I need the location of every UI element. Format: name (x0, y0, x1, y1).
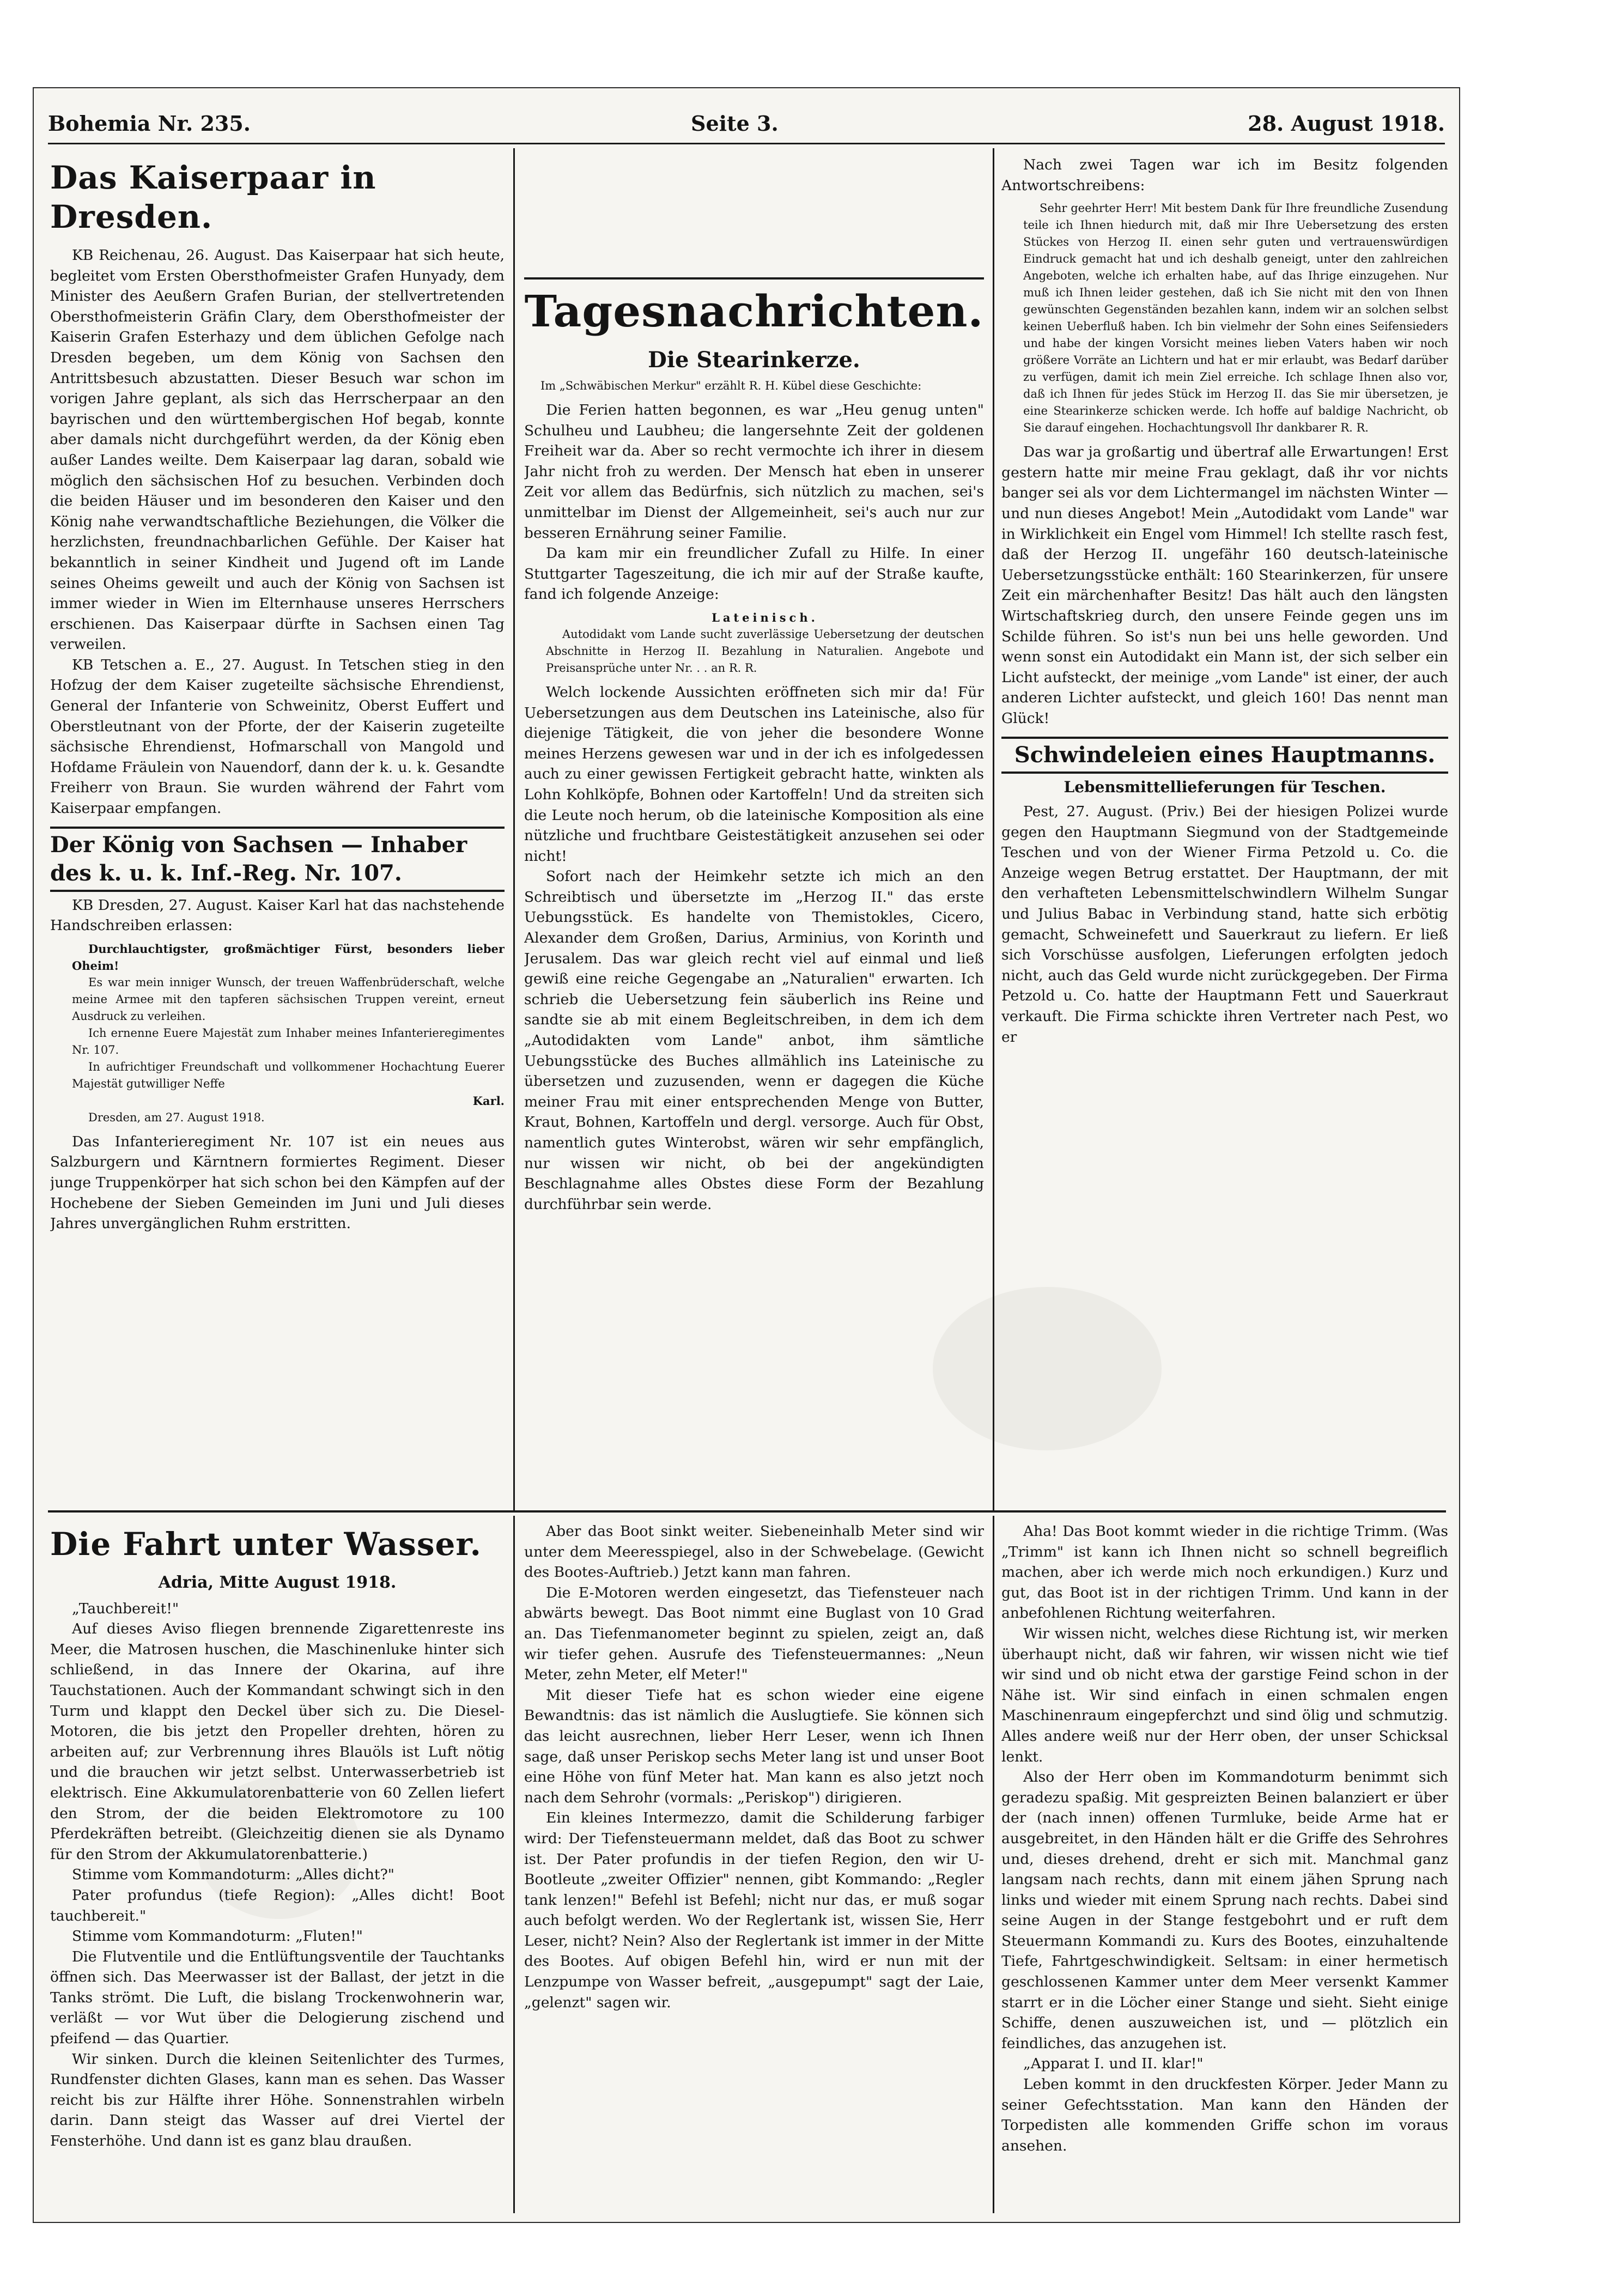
subheadline-lebensmittel: Lebensmittellieferungen für Teschen. (1064, 778, 1386, 796)
paragraph: Stimme vom Kommandoturm: „Fluten!" (72, 1928, 363, 1945)
paragraph: Das Infanterieregiment Nr. 107 ist ein neues aus Salzburgern und Kärntnern formiertes Regiment. Dieser junge Truppenkörper hat sich schon bei den Kämpfen auf der Hochebene der Sieben Gemeinden im Juni und Juli dieses Jahres unvergänglichen Ruhm erstritten. (50, 1133, 505, 1232)
column-1-top (50, 155, 505, 1505)
paragraph: Nach zwei Tagen war ich im Besitz folgenden Antwortschreibens: (1001, 156, 1448, 194)
paragraph: KB Dresden, 27. August. Kaiser Karl hat das nachstehende Handschreiben erlassen: (50, 896, 505, 934)
newspaper-page (33, 87, 1460, 2223)
dateline: Adria, Mitte August 1918. (158, 1573, 397, 1592)
column-1-bottom (50, 1521, 505, 2213)
column-rule (993, 1516, 994, 2213)
letter-place-date: Dresden, am 27. August 1918. (88, 1110, 265, 1124)
headline-fahrt-unter-wasser: Die Fahrt unter Wasser. (50, 1526, 482, 1563)
paragraph: Pater profundus (tiefe Region): „Alles dicht! Boot tauchbereit." (50, 1886, 505, 1924)
newspaper-ad (546, 609, 984, 677)
column-2-bottom (524, 1521, 984, 2213)
column-rule (993, 148, 994, 1510)
ad-title: Lateinisch. (712, 610, 818, 624)
headline-schwindeleien: Schwindeleien eines Hauptmanns. (1001, 737, 1448, 774)
paragraph: Also der Herr oben im Kommandoturm benimmt sich geradezu spaßig. Mit gespreizten Beinen balanziert er über der (nach innen) offenen Turmluke, beide Arme hat er ausgebreitet, in den Händen hält er die Griffe des Sehrohres und, dieses drehend, dreht er sich mit. Manchmal ganz langsam nach rechts, dann mit einem jähen Sprung nach links und wieder mit einem Sprung nach rechts. Dabei sind seine Augen in der Stange festgebohrt und er ruft dem Steuermann Kommandi zu. Kurs des Bootes, einzuhaltende Tiefe, Fahrtgeschwindigkeit. Seltsam: in einer hermetisch geschlossenen Kammer unter dem Meer versenkt Kammer starrt er in die Löcher einer Stange und sieht. Sieht einige Schiffe, denen auszuweichen ist, und — plötzlich ein feindliches, das anzugehen ist. (1001, 1769, 1448, 2052)
letter-paragraph: In aufrichtiger Freundschaft und vollkommener Hochachtung Euerer Majestät gutwilliger Neffe (72, 1060, 505, 1090)
paragraph: Die E-Motoren werden eingesetzt, das Tiefensteuer nach abwärts bewegt. Das Boot nimmt eine Buglast von 10 Grad an. Das Tiefenmanometer beginnt zu spielen, zeigt an, daß wir tiefer gehen. Ausrufe des Tiefensteuermannes: „Neun Meter, zehn Meter, elf Meter!" (524, 1584, 984, 1684)
masthead-issue: Bohemia Nr. 235. (48, 111, 251, 136)
antwortschreiben (1023, 200, 1448, 436)
paragraph: Auf dieses Aviso fliegen brennende Zigarettenreste ins Meer, die Matrosen huschen, die Maschinenluke hinter sich schließend, in das Innere der Okarina, auf ihre Tauchstationen. Auch der Kommandant schwingt sich in den Turm und klappt den Deckel über sich zu. Die Diesel-Motoren, die bis jetzt den Propeller drehten, hören zu arbeiten auf; zur Verbrennung ihres Blauöls ist Luft nötig und die brauchen wir jetzt selbst. Unterwasserbetrieb ist elektrisch. Eine Akkumulatorenbatterie von 60 Zellen liefert den Strom, der die beiden Elektromotore zu 100 Pferdekräften betreibt. (Gleichzeitig dienen sie als Dynamo für den Strom der Akkumulatorenbatterie.) (50, 1620, 505, 1863)
paragraph: Wir wissen nicht, welches diese Richtung ist, wir merken überhaupt nicht, daß wir fahren, wir wissen nicht wie tief wir sind und ob nicht etwa der garstige Feind schon in der Nähe ist. Wir sind einfach in einen schmalen engen Maschinenraum eingepferchzt und sind ölig und schmutzig. Alles andere weiß nur der Herr oben, der unser Schicksal lenkt. (1001, 1625, 1448, 1765)
paragraph: Aha! Das Boot kommt wieder in die richtige Trimm. (Was „Trimm" ist kann ich Ihnen nicht so schnell begreiflich machen, aber ich werde mich noch erkundigen.) Kurz und gut, das Boot ist in der richtigen Trimm. Und kann in der anbefohlenen Richtung weiterfahren. (1001, 1523, 1448, 1622)
headline-tagesnachrichten: Tagesnachrichten. (524, 277, 984, 339)
column-2-top (524, 155, 984, 1505)
ad-text: Autodidakt vom Lande sucht zuverlässige Uebersetzung der deutschen Abschnitte in Herzog II. Bezahlung in Naturalien. Angebote und Preisansprüche unter Nr. . . an R. R. (546, 627, 984, 675)
paragraph: Da kam mir ein freundlicher Zufall zu Hilfe. In einer Stuttgarter Tageszeitung, die ich mir auf der Straße kaufte, fand ich folgende Anzeige: (524, 545, 984, 603)
handschreiben (72, 940, 505, 1126)
masthead-date: 28. August 1918. (1248, 111, 1445, 136)
letter-paragraph: Es war mein inniger Wunsch, der treuen Waffenbrüderschaft, welche meine Armee mit den tapferen sächsischen Truppen vereint, erneut Ausdruck zu verleihen. (72, 975, 505, 1023)
paragraph: Aber das Boot sinkt weiter. Siebeneinhalb Meter sind wir unter dem Meeresspiegel, also in der Schwebelage. (Gewicht des Bootes-Auftrieb.) Jetzt kann man fahren. (524, 1523, 984, 1581)
paragraph: Welch lockende Aussichten eröffneten sich mir da! Für Uebersetzungen aus dem Deutschen ins Lateinische, also für diejenige Tätigkeit, die von jeher die besondere Wonne meines Herzens gewesen war und in der ich es infolgedessen auch zu einer gewissen Fertigkeit gebracht hatte, winkten als Lohn Kohlköpfe, Bohnen oder Kartoffeln! Und da streiten sich die Leute noch herum, ob die lateinische Komposition als eine nützliche und fruchtbare Geistestätigkeit anzusehen sei oder nicht! (524, 683, 984, 865)
letter-salutation: Durchlauchtigster, großmächtiger Fürst, besonders lieber Oheim! (72, 942, 505, 973)
paragraph: „Tauchbereit!" (72, 1600, 179, 1617)
headline-kaiserpaar: Das Kaiserpaar in Dresden. (50, 159, 376, 235)
paragraph: Die Flutventile und die Entlüftungsventile der Tauchtanks öffnen sich. Das Meerwasser ist der Ballast, der jetzt in die Tanks strömt. Die Luft, die bislang Trockenwohnerin war, verläßt — vor Wut über die Delogierung zischend und pfeifend — das Quartier. (50, 1948, 505, 2048)
headline-koenig-sachsen: Der König von Sachsen — Inhaber des k. u. k. Inf.-Reg. Nr. 107. (50, 827, 505, 892)
paragraph: Das war ja großartig und übertraf alle Erwartungen! Erst gestern hatte mir meine Frau geklagt, daß ihr vor nichts banger sei als vor dem Lichtermangel im nächsten Winter — und nun dieses Angebot! Mein „Autodidakt vom Lande" war in Wirklichkeit ein Engel vom Himmel! Ich stellte rasch fest, daß der Herzog II. ungefähr 160 deutsch-lateinische Uebersetzungsstücke enthält: 160 Stearinkerzen, für unsere Zeit ein märchenhafter Besitz! Das hält auch den längsten Wirtschaftskrieg durch, den unsere Feinde gegen uns im Schilde führen. So ist's nun bei uns helle geworden. Und wenn sonst ein Autodidakt ein Mann ist, der sich selber ein Licht aufsteckt, der meinige „vom Lande" ist einer, der auch anderen Lichter aufsteckt, und gleich 160! Das nennt man Glück! (1001, 444, 1448, 727)
masthead-page-number: Seite 3. (691, 111, 779, 136)
paragraph: Ein kleines Intermezzo, damit die Schilderung farbiger wird: Der Tiefensteuermann meldet, daß das Boot zu schwer ist. Der Pater profundis in der tiefen Region, den wir U-Bootleute „zweiter Offizier" nennen, gibt Kommando: „Regler tank lenzen!" Befehl ist Befehl; nicht nur das, er muß sogar auch befolgt werden. Wo der Reglertank ist, wissen Sie, Herr Leser, nicht? Nein? Also der Reglertank ist immer in der Mitte des Bootes. Auf obigen Befehl hin, wird er nun mit der Lenzpumpe von Wasser befreit, „ausgepumpt" sagt der Laie, „gelenzt" sagen wir. (524, 1809, 984, 2011)
letter-paragraph: Ich ernenne Euere Majestät zum Inhaber meines Infanterieregimentes Nr. 107. (72, 1026, 505, 1056)
masthead (48, 105, 1445, 144)
paragraph: Leben kommt in den druckfesten Körper. Jeder Mann zu seiner Gefechtsstation. Man kann den Händen der Torpedisten alle kommenden Griffe schon im voraus ansehen. (1001, 2076, 1448, 2154)
column-rule (513, 1516, 515, 2213)
letter-signature: Karl. (472, 1094, 505, 1108)
paragraph: Stimme vom Kommandoturm: „Alles dicht?" (72, 1866, 394, 1884)
paragraph: Mit dieser Tiefe hat es schon wieder eine eigene Bewandtnis: das ist nämlich die Auslugtiefe. Sie können sich das leicht ausrechnen, lieber Herr Leser, wenn ich Ihnen sage, daß unser Periskop sechs Meter lang ist und unser Boot eine Höhe von fünf Meter hat. Man kann es also jetzt noch nach dem Sehrohr (vormals: „Periskop") dirigieren. (524, 1686, 984, 1806)
paragraph: Sofort nach der Heimkehr setzte ich mich an den Schreibtisch und übersetzte im „Herzog II." das erste Uebungsstück. Es handelte von Themistokles, Cicero, Alexander dem Großen, Darius, Arminius, von Korinth und Jerusalem. Das war gleich recht viel auf einmal und ließ gewiß eine reiche Gegengabe an „Naturalien" erwarten. Ich schrieb die Uebersetzung fein säuberlich ins Reine und sandte sie ab mit einem Begleitschreiben, in dem ich dem „Autodidakten vom Lande" anbot, ihm sämtliche Uebungsstücke des Buches allmählich ins Lateinische zu übersetzen und zuzusenden, wenn er dagegen die Küche meiner Frau mit einer entsprechenden Menge von Butter, Kraut, Bohnen, Kartoffeln und dergl. versorge. Auch für Obst, namentlich gutes Winterobst, wären wir sehr empfänglich, nur wissen wir nicht, ob bei der angekündigten Beschlagnahme alles Obstes diese Form der Bezahlung durchführbar sein werde. (524, 868, 984, 1213)
subheadline-stearinkerze: Die Stearinkerze. (648, 347, 860, 373)
paragraph: KB Tetschen a. E., 27. August. In Tetschen stieg in den Hofzug der dem Kaiser zugeteilte sächsische Ehrendienst, General der Infanterie von Schweinitz, Oberst Euffert und Oberstleutnant von der Pforte, der der Kaiserin zugeteilte sächsische Ehrendienst, Hofmarschall von Mangold und Hofdame Fräulein von Nauendorf, dann der k. u. k. Gesandte Freiherr von Braun. Sie wurden während der Fahrt vom Kaiserpaar empfangen. (50, 656, 505, 817)
section-rule (48, 1510, 1446, 1513)
paragraph: Wir sinken. Durch die kleinen Seitenlichter des Turmes, Rundfenster dichten Glases, kann man es sehen. Das Wasser reicht bis zur Hälfte ihrer Höhe. Sonnenstrahlen wirbeln darin. Dann steigt das Wasser auf drei Viertel der Fensterhöhe. Und dann ist es ganz blau draußen. (50, 2050, 505, 2150)
reply-letter: Sehr geehrter Herr! Mit bestem Dank für Ihre freundliche Zusendung teile ich Ihnen hiedurch mit, daß mir Ihre Uebersetzung des ersten Stückes von Herzog II. einen sehr guten und vertrauenswürdigen Eindruck gemacht hat und ich deshalb geneigt, unter den zahlreichen Angeboten, welche ich erhalten habe, auf das Ihrige einzugehen. Nur muß ich Ihnen leider gestehen, daß ich Sie nicht mit den von Ihnen gewünschten Gegenständen bezahlen kann, indem wir an solchen selbst keinen Ueberfluß haben. Ich bin vielmehr der Sohn eines Seifensieders und habe der kingen Vorsicht meines lieben Vaters haben wir noch größere Vorräte an Lichtern und hat er mir erlaubt, was Bedarf darüber zu verfügen, damit ich mein Ziel erreiche. Ich schlage Ihnen also vor, daß ich Ihnen für jedes Stück im Herzog II. das Sie mir übersetzen, je eine Stearinkerze schicken werde. Ich hoffe auf baldige Nachricht, ob Sie darauf eingehen. Hochachtungsvoll Ihr dankbarer R. R. (1023, 202, 1448, 435)
paragraph: Pest, 27. August. (Priv.) Bei der hiesigen Polizei wurde gegen den Hauptmann Siegmund von der Stadtgemeinde Teschen und von der Wiener Firma Petzold u. Co. die Anzeige wegen Betrug erstattet. Der Hauptmann, der mit den verhafteten Lebensmittelschwindlern Wilhelm Sungar und Julius Babac in Verbindung stand, hatte sich erbötig gemacht, Schweinefett und Sauerkraut zu liefern. Er ließ sich Vorschüsse ausfolgen, Lieferungen erfolgten jedoch nicht, auch das Geld wurde nicht zurückgegeben. Der Firma Petzold u. Co. hatte der Hauptmann Fett und Sauerkraut verkauft. Die Firma schickte ihren Vertreter nach Pest, wo er (1001, 803, 1448, 1046)
column-rule (513, 148, 515, 1510)
continuation-spacer (524, 155, 984, 272)
paragraph: „Apparat I. und II. klar!" (1023, 2055, 1204, 2073)
article-intro: Im „Schwäbischen Merkur" erzählt R. H. Kübel diese Geschichte: (540, 379, 922, 392)
paragraph: KB Reichenau, 26. August. Das Kaiserpaar hat sich heute, begleitet vom Ersten Obersthofmeister Grafen Hunyady, dem Minister des Aeußern Grafen Burian, der stellvertretenden Obersthofmeisterin Gräfin Clary, dem Obersthofmeister der Kaiserin Grafen Esterhazy und dem üblichen Gefolge nach Dresden begeben, um dem König von Sachsen den Antrittsbesuch abzustatten. Dieser Besuch war schon im vorigen Jahre geplant, als sich das Herrscherpaar an den bayrischen und den württembergischen Hof begab, konnte aber damals nicht durchgeführt werden, da der König eben außer Landes weilte. Dem Kaiserpaar lag daran, sobald wie möglich den sächsischen Hof zu besuchen. Verbinden doch die beiden Häuser und im besonderen den Kaiser und den König nahe verwandtschaftliche Beziehungen, die Völker die herzlichsten, freundnachbarlichen Gefühle. Der Kaiser hat bekanntlich in seiner Kindheit und Jugend oft im Lande seines Oheims geweilt und auch der König von Sachsen ist immer wieder in Wien im Elternhause unseres Herrschers erschienen. Das Kaiserpaar dürfte in Sachsen einen Tag verweilen. (50, 247, 505, 653)
paragraph: Die Ferien hatten begonnen, es war „Heu genug unten" Schulheu und Laubheu; die langersehnte Zeit der goldenen Freiheit war da. Aber so recht vermochte ich ihrer in diesem Jahr nicht froh zu werden. Der Mensch hat eben in unserer Zeit vor allem das Bedürfnis, sich nützlich zu machen, sei's unmittelbar im Dienst der Allgemeinheit, sei's auch nur zur besseren Ernährung seiner Familie. (524, 402, 984, 542)
column-3-bottom (1001, 1521, 1448, 2213)
column-3-top (1001, 155, 1448, 1505)
